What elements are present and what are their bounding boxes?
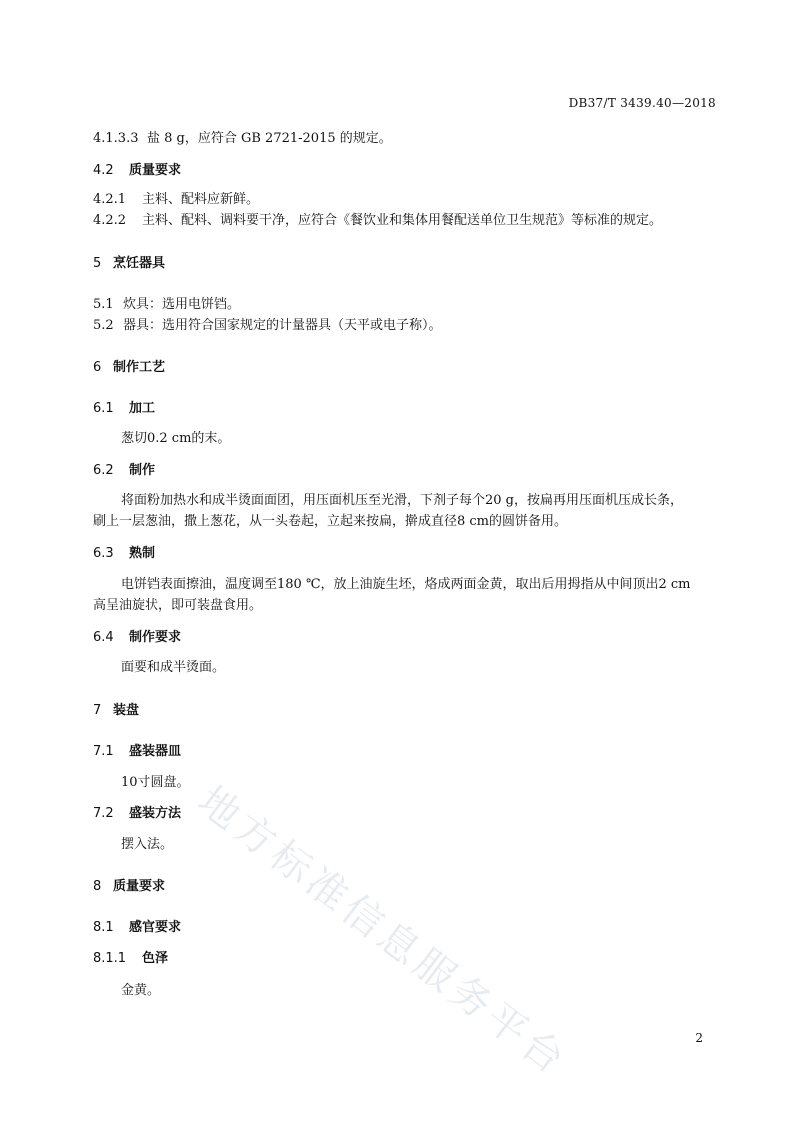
heading-text: 色泽: [142, 951, 169, 966]
clause-4-2-1: [93, 191, 259, 209]
clause-text: 炊具：选用电饼铛。: [123, 297, 241, 312]
heading-number: 8: [93, 879, 102, 894]
paragraph: 摆入法。: [121, 837, 174, 852]
heading-number: 6: [93, 360, 102, 375]
paragraph-line: 将面粉加热水和成半烫面面团，用压面机压至光滑，下剂子每个20 g，按扁再用压面机压成长条，: [121, 493, 683, 508]
clause-4-2-2: [93, 212, 662, 230]
clause-number: 4.2.1: [93, 192, 127, 207]
clause-number: 4.1.3.3: [93, 131, 139, 146]
clause-text: 盐 8 g，应符合 GB 2721-2015 的规定。: [147, 131, 392, 146]
heading-text: 质量要求: [129, 163, 182, 178]
heading-number: 7: [93, 703, 102, 718]
heading-number: 8.1: [93, 920, 114, 935]
paragraph-line: 电饼铛表面擦油，温度调至180 ℃，放上油旋生坯，烙成两面金黄，取出后用拇指从中间顶出2 cm: [121, 577, 691, 592]
clause-text: 主料、配料、调料要干净，应符合《餐饮业和集体用餐配送单位卫生规范》等标准的规定。: [142, 213, 663, 228]
paragraph-line: 高呈油旋状，即可装盘食用。: [93, 598, 263, 613]
heading-7-1: [93, 743, 181, 761]
heading-text: 感官要求: [129, 920, 182, 935]
heading-number: 7.2: [93, 806, 114, 821]
clause-number: 4.2.2: [93, 213, 127, 228]
clause-5-2: [93, 317, 442, 335]
watermark: 地方标准信息服务平台: [189, 777, 577, 1086]
heading-6-4: [93, 629, 181, 647]
heading-text: 盛装方法: [129, 806, 182, 821]
clause-4-1-3-3: [93, 130, 392, 148]
heading-7: [93, 702, 139, 720]
paragraph-line: 刷上一层葱油，撒上葱花，从一头卷起，立起来按扁，擀成直径8 cm的圆饼备用。: [93, 514, 568, 529]
heading-number: 6.2: [93, 463, 114, 478]
heading-8-1: [93, 919, 181, 937]
clause-5-1: [93, 296, 240, 314]
heading-number: 8.1.1: [93, 951, 127, 966]
heading-text: 制作工艺: [113, 360, 166, 375]
standard-code-header: DB37/T 3439.40—2018: [568, 96, 716, 110]
paragraph: 面要和成半烫面。: [121, 660, 226, 675]
heading-text: 熟制: [129, 546, 156, 561]
paragraph: 金黄。: [121, 983, 161, 998]
heading-8: [93, 878, 165, 896]
heading-6-1: [93, 400, 155, 418]
heading-6-2: [93, 462, 155, 480]
heading-text: 制作: [129, 463, 156, 478]
heading-text: 加工: [129, 401, 156, 416]
clause-number: 5.1: [93, 297, 114, 312]
heading-6-3: [93, 545, 155, 563]
page-number: 2: [695, 1031, 703, 1045]
heading-text: 制作要求: [129, 630, 182, 645]
heading-text: 质量要求: [113, 879, 166, 894]
clause-text: 主料、配料应新鲜。: [142, 192, 260, 207]
heading-7-2: [93, 805, 181, 823]
paragraph: 10寸圆盘。: [121, 775, 190, 790]
heading-number: 5: [93, 256, 102, 271]
clause-text: 器具：选用符合国家规定的计量器具（天平或电子称）。: [123, 318, 442, 333]
heading-number: 6.1: [93, 401, 114, 416]
heading-text: 盛装器皿: [129, 744, 182, 759]
heading-6: [93, 359, 165, 377]
heading-text: 烹饪器具: [113, 256, 166, 271]
clause-number: 5.2: [93, 318, 114, 333]
heading-number: 6.3: [93, 546, 114, 561]
heading-8-1-1: [93, 950, 168, 968]
heading-5: [93, 255, 165, 273]
paragraph: 葱切0.2 cm的末。: [121, 431, 231, 446]
heading-4-2: [93, 162, 181, 180]
heading-number: 4.2: [93, 163, 114, 178]
heading-number: 6.4: [93, 630, 114, 645]
heading-number: 7.1: [93, 744, 114, 759]
heading-text: 装盘: [113, 703, 140, 718]
